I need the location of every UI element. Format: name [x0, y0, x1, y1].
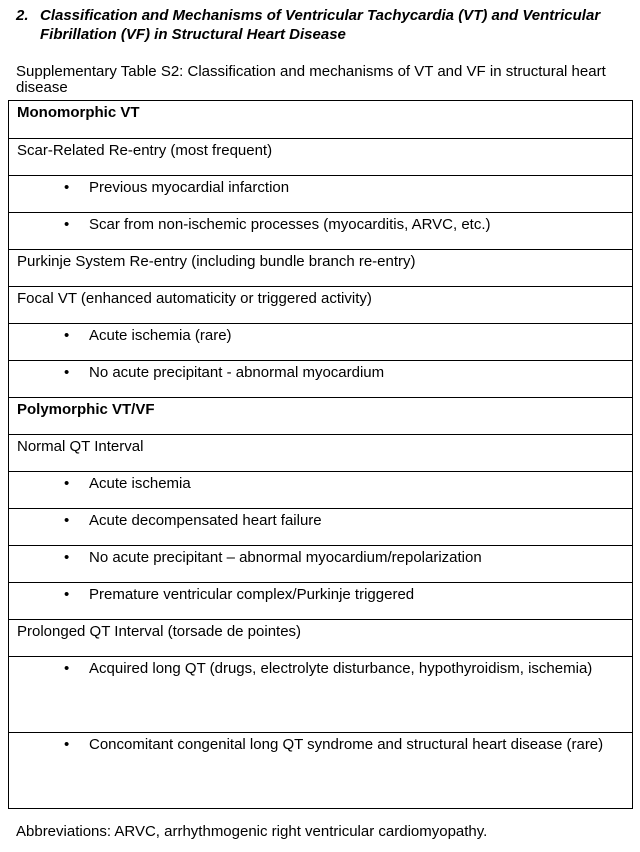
bullet-icon: •	[64, 327, 70, 344]
table-row	[9, 508, 632, 545]
table-row	[9, 545, 632, 582]
table-row	[9, 212, 632, 249]
row-text: No acute precipitant – abnormal myocardium/repolarization	[89, 549, 482, 566]
section-heading	[16, 6, 640, 44]
table-row	[9, 582, 632, 619]
table-row	[9, 249, 632, 286]
table-row	[9, 138, 632, 175]
section-number: 2.	[16, 7, 29, 24]
table-caption: Supplementary Table S2: Classification and mechanisms of VT and VF in structural heart disease	[16, 63, 606, 96]
abbreviations-note: Abbreviations: ARVC, arrhythmogenic right ventricular cardiomyopathy.	[16, 823, 488, 840]
classification-table	[8, 100, 633, 809]
bullet-icon: •	[64, 216, 70, 233]
table-row	[9, 471, 632, 508]
row-text: Prolonged QT Interval (torsade de pointes)	[17, 623, 302, 640]
table-row	[9, 175, 632, 212]
bullet-icon: •	[64, 736, 70, 753]
table-row	[9, 397, 632, 434]
row-heading: Polymorphic VT/VF	[17, 401, 155, 418]
row-text: No acute precipitant - abnormal myocardium	[89, 364, 385, 381]
section-title: Classification and Mechanisms of Ventricular Tachycardia (VT) and Ventricular Fibrillation (VF) in Structural Heart Disease	[40, 7, 601, 43]
table-row	[9, 286, 632, 323]
row-text: Acquired long QT (drugs, electrolyte disturbance, hypothyroidism, ischemia)	[89, 660, 593, 677]
row-text: Purkinje System Re-entry (including bundle branch re-entry)	[17, 253, 416, 270]
row-text: Acute decompensated heart failure	[89, 512, 322, 529]
row-text: Acute ischemia (rare)	[89, 327, 232, 344]
table-row	[9, 101, 632, 138]
row-text: Normal QT Interval	[17, 438, 144, 455]
row-text: Scar-Related Re-entry (most frequent)	[17, 142, 273, 159]
row-text: Scar from non-ischemic processes (myocarditis, ARVC, etc.)	[89, 216, 491, 233]
bullet-icon: •	[64, 475, 70, 492]
row-text: Concomitant congenital long QT syndrome and structural heart disease (rare)	[89, 736, 604, 753]
table-row	[9, 732, 632, 808]
row-text: Acute ischemia	[89, 475, 191, 492]
row-text: Focal VT (enhanced automaticity or triggered activity)	[17, 290, 372, 307]
row-text: Previous myocardial infarction	[89, 179, 290, 196]
bullet-icon: •	[64, 549, 70, 566]
bullet-icon: •	[64, 179, 70, 196]
table-row	[9, 323, 632, 360]
bullet-icon: •	[64, 660, 70, 677]
row-heading: Monomorphic VT	[17, 104, 140, 121]
table-row	[9, 656, 632, 732]
row-text: Premature ventricular complex/Purkinje triggered	[89, 586, 415, 603]
table-row	[9, 434, 632, 471]
bullet-icon: •	[64, 512, 70, 529]
table-row	[9, 360, 632, 397]
bullet-icon: •	[64, 586, 70, 603]
bullet-icon: •	[64, 364, 70, 381]
